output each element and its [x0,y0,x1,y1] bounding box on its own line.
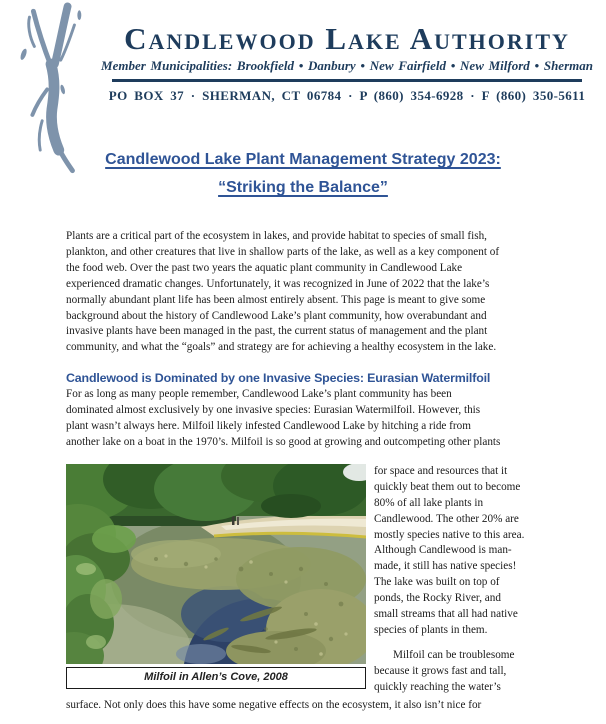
body-text-line: community, and what the “goals” and strategy are for achieving a healthy ecosystem in the lake. [66,341,497,354]
body-text-line: ponds, the Rocky River, and [374,592,501,605]
header-divider [112,79,582,82]
lead-paragraph [66,387,558,451]
wrapped-text-column [374,464,558,696]
figure-milfoil-photo [66,464,366,696]
body-text-line: Plants are a critical part of the ecosystem in lakes, and provide habitat to species of small fish, [66,230,487,242]
body-text-line: small streams that all had native [374,608,518,621]
intro-paragraph [66,229,558,356]
body-text-line: for space and resources that it [374,464,508,477]
body-text-line: background about the history of Candlewood Lake’s plant community, how overabundant and [66,309,487,322]
body-text-line: mostly species native to this area. [374,528,525,541]
photo-text-row [66,464,558,696]
org-name: Candlewood Lake Authority [124,21,570,56]
section-heading: Candlewood is Dominated by one Invasive Species: Eurasian Watermilfoil [66,371,491,386]
body-text-line: another lake on a boat in the 1970’s. Milfoil is so good at growing and outcompeting other plants [66,435,501,448]
body-text-line: Although Candlewood is man- [374,544,512,557]
milfoil-cove-photo [66,464,366,664]
body-text-line: invasive plants have been managed in the past, the current status of management and the plant [66,325,488,338]
title-line-1: Candlewood Lake Plant Management Strategy 2023: [105,151,501,168]
body-text-line: surface. Not only does this have some negative effects on the ecosystem, it also isn’t nice for [66,698,482,711]
body-text-line: normally abundant plant life has been almost entirely absent. This page is meant to give some [66,293,486,306]
body-text-line: 80% of all lake plants in [374,496,484,509]
title-line-2: “Striking the Balance” [218,179,388,196]
body-text-line: the food web. Over the past two years the aquatic plant community in Candlewood Lake [66,261,463,274]
body-text-line: The lake was built on top of [374,576,500,589]
body-text-line: Milfoil can be troublesome [393,648,515,661]
body-text-line: species of plants in them. [374,623,488,636]
paragraph-gap [374,639,558,648]
figure-caption-box [66,667,366,689]
body-text-line: Candlewood. The other 20% are [374,512,519,525]
body-text-line: plankton, and other creatures that live in shallow parts of the lake, as well as a key component of [66,245,500,258]
body-content [66,229,558,713]
body-text-line: because it grows fast and tall, [374,664,507,677]
body-text-line: quickly beat them out to become [374,480,521,493]
body-text-line: For as long as many people remember, Candlewood Lake’s plant community has been [66,388,452,401]
letterhead-text [96,20,598,104]
figure-caption: Milfoil in Allen’s Cove, 2008 [144,670,288,683]
body-text-line: made, it still has native species! [374,560,517,573]
member-municipalities-line: Member Municipalities: Brookfield • Danbury • New Fairfield • New Milford • Sherman [101,58,593,73]
contact-line: PO BOX 37 · SHERMAN, CT 06784 · P (860) 354-6928 · F (860) 350-5611 [108,88,586,103]
document-title [0,146,606,202]
body-text-line: dominated almost exclusively by one invasive species: Eurasian Watermilfoil. However, this [66,404,481,417]
body-text-line: experienced dramatic changes. Unfortunately, it was recognized in June of 2022 that the lake’s [66,277,490,290]
body-text-line: quickly reaching the water’s [374,680,501,693]
body-text-line: plant wasn’t always here. Milfoil likely infested Candlewood Lake by hitching a ride from [66,420,471,433]
